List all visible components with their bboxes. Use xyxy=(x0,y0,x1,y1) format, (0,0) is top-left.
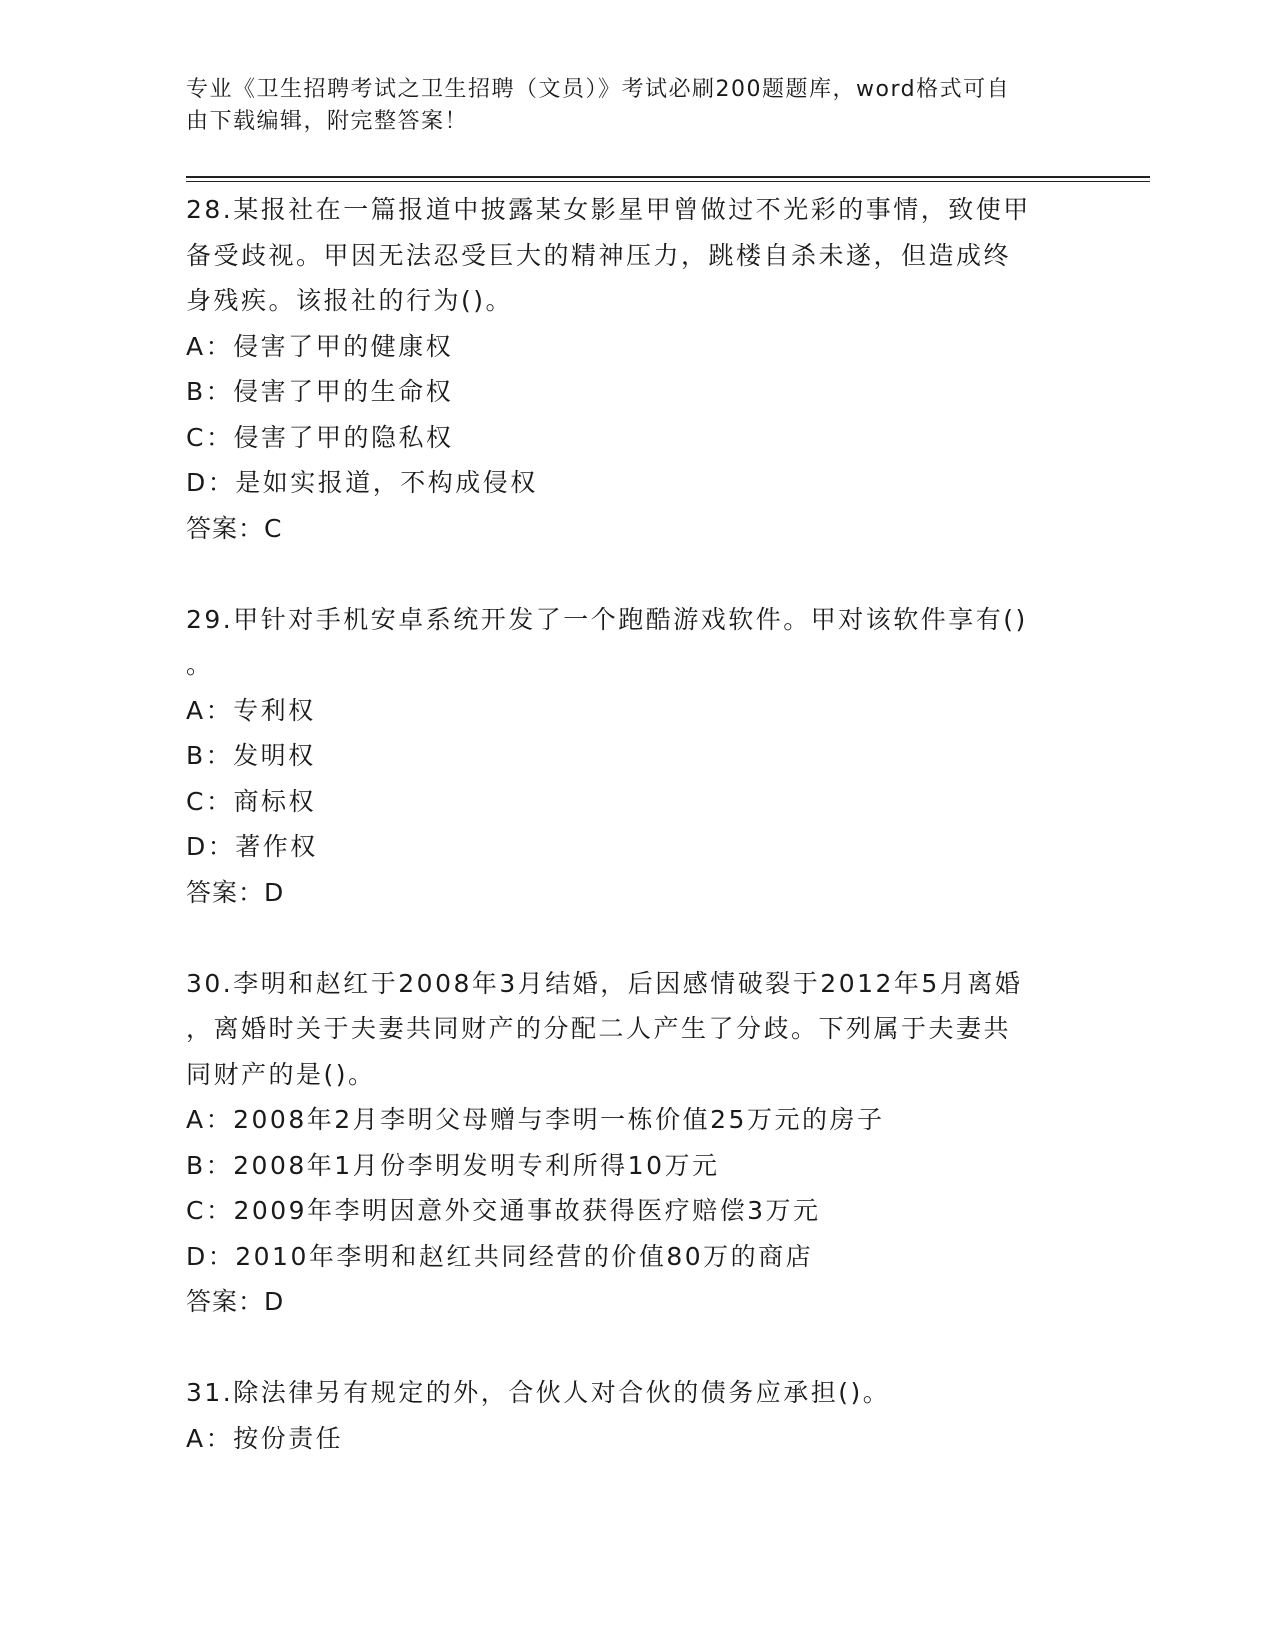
question-stem-line: ，离婚时关于夫妻共同财产的分配二人产生了分歧。下列属于夫妻共 xyxy=(186,1014,1012,1043)
question-stem-line: 同财产的是()。 xyxy=(186,1059,376,1089)
question-31 xyxy=(186,1370,1086,1461)
spacer xyxy=(186,1325,1086,1371)
question-stem-line: 31.除法律另有规定的外，合伙人对合伙的债务应承担()。 xyxy=(186,1378,891,1407)
option-a: A：侵害了甲的健康权 xyxy=(186,331,454,361)
answer: 答案：D xyxy=(186,877,285,907)
option-b: B：侵害了甲的生命权 xyxy=(186,377,454,406)
question-28 xyxy=(186,187,1086,551)
document-header xyxy=(186,74,1066,138)
option-c: C：商标权 xyxy=(186,786,316,816)
header-divider-thin xyxy=(186,181,1150,182)
spacer xyxy=(186,915,1086,961)
option-a: A：按份责任 xyxy=(186,1423,344,1453)
option-c: C：2009年李明因意外交通事故获得医疗赔偿3万元 xyxy=(186,1196,821,1225)
answer: 答案：C xyxy=(186,513,283,543)
option-d: D：著作权 xyxy=(186,832,318,861)
option-c: C：侵害了甲的隐私权 xyxy=(186,422,454,452)
option-b: B：2008年1月份李明发明专利所得10万元 xyxy=(186,1150,720,1180)
question-list xyxy=(186,187,1086,1461)
option-b: B：发明权 xyxy=(186,741,316,770)
question-stem-line: 30.李明和赵红于2008年3月结婚，后因感情破裂于2012年5月离婚 xyxy=(186,968,1023,998)
option-d: D：是如实报道，不构成侵权 xyxy=(186,468,538,497)
question-stem-line: 28.某报社在一篇报道中披露某女影星甲曾做过不光彩的事情，致使甲 xyxy=(186,195,1031,224)
question-29 xyxy=(186,597,1086,916)
question-30 xyxy=(186,961,1086,1325)
header-divider-thick xyxy=(186,176,1150,178)
question-stem-line: 身残疾。该报社的行为()。 xyxy=(186,286,514,315)
option-d: D：2010年李明和赵红共同经营的价值80万的商店 xyxy=(186,1241,814,1271)
question-stem-line: 29.甲针对手机安卓系统开发了一个跑酷游戏软件。甲对该软件享有() xyxy=(186,604,1028,634)
answer: 答案：D xyxy=(186,1287,285,1316)
option-a: A：专利权 xyxy=(186,695,316,725)
question-stem-line: 。 xyxy=(186,650,214,679)
header-line-2: 由下载编辑，附完整答案！ xyxy=(186,109,469,134)
option-a: A：2008年2月李明父母赠与李明一栋价值25万元的房子 xyxy=(186,1105,885,1134)
header-line-1: 专业《卫生招聘考试之卫生招聘（文员）》考试必刷200题题库，word格式可自 xyxy=(186,77,1011,102)
question-stem-line: 备受歧视。甲因无法忍受巨大的精神压力，跳楼自杀未遂，但造成终 xyxy=(186,240,1012,270)
spacer xyxy=(186,551,1086,597)
